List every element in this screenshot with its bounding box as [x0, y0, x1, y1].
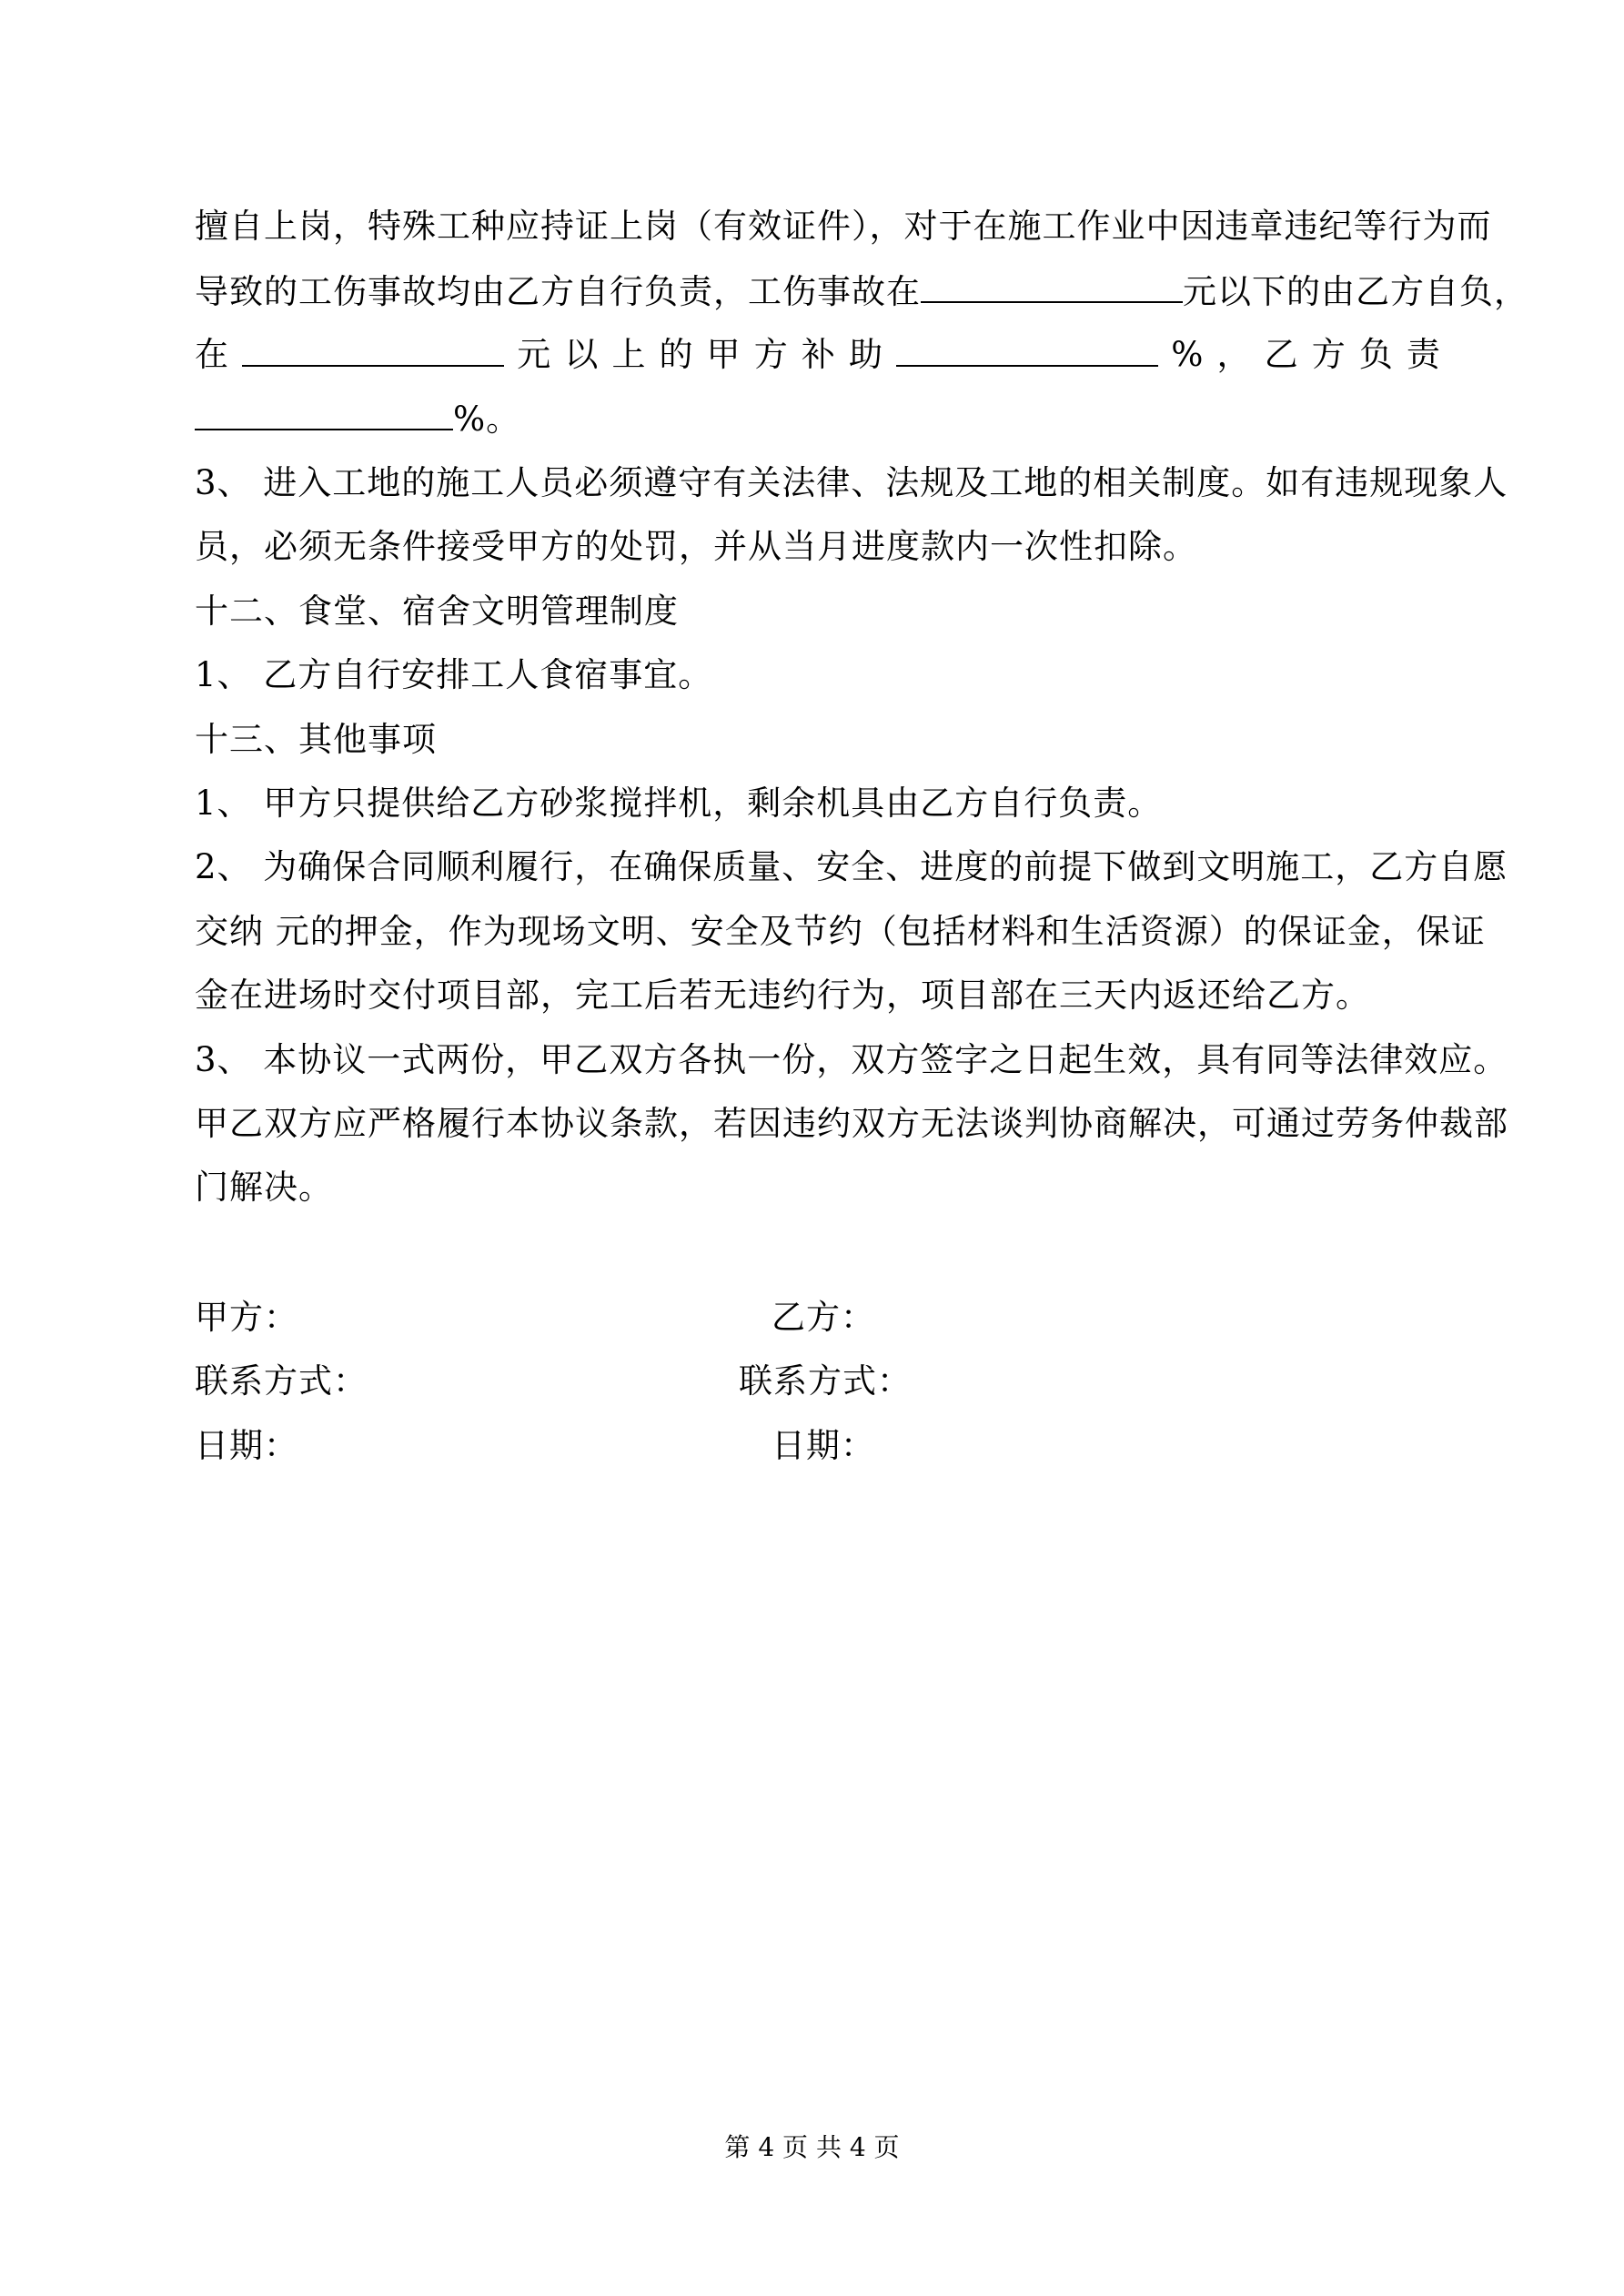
- text-segment: 助: [848, 335, 883, 374]
- page-footer: 第 4 页 共 4 页: [724, 2132, 900, 2162]
- paragraph-line: 甲乙双方应严格履行本协议条款，若因违约双方无法谈判协商解决，可通过劳务仲裁部: [195, 1104, 1508, 1143]
- party-b-date-label: 日期：: [772, 1426, 875, 1465]
- list-item: 1、 甲方只提供给乙方砂浆搅拌机，剩余机具由乙方自行负责。: [195, 784, 1163, 823]
- fill-in-blank: [242, 334, 504, 367]
- section-heading: 十三、其他事项: [195, 720, 437, 759]
- text-segment: 乙: [1264, 335, 1299, 374]
- text-segment: 的: [659, 335, 694, 374]
- list-item: 1、 乙方自行安排工人食宿事宜。: [195, 655, 713, 694]
- text-segment: 补: [801, 335, 836, 374]
- fill-in-blank: [921, 270, 1183, 303]
- text-segment: 导致的工伤事故均由乙方自行负责，工伤事故在: [195, 272, 921, 311]
- party-a-label: 甲方：: [195, 1298, 298, 1337]
- text-segment: 方: [1311, 335, 1347, 374]
- text-segment: 以: [564, 335, 600, 374]
- text-segment: 上: [611, 335, 647, 374]
- party-a-contact-label: 联系方式：: [195, 1361, 368, 1401]
- paragraph-line: 3、 进入工地的施工人员必须遵守有关法律、法规及工地的相关制度。如有违规现象人: [195, 463, 1508, 502]
- paragraph-line-justified: [195, 334, 1441, 376]
- text-segment: 元: [517, 335, 552, 374]
- text-segment: %: [1171, 335, 1205, 374]
- section-heading: 十二、食堂、宿舍文明管理制度: [195, 592, 679, 631]
- party-b-contact-label: 联系方式：: [739, 1361, 912, 1401]
- paragraph-line: [195, 270, 1528, 313]
- paragraph-line: [195, 398, 1441, 440]
- paragraph-line: 2、 为确保合同顺利履行，在确保质量、安全、进度的前提下做到文明施工，乙方自愿: [195, 847, 1508, 886]
- fill-in-blank: [896, 334, 1158, 367]
- text-segment: 负: [1358, 335, 1394, 374]
- text-segment: %。: [453, 400, 521, 439]
- fill-in-blank: [195, 398, 453, 430]
- paragraph-line: 金在进场时交付项目部，完工后若无违约行为，项目部在三天内返还给乙方。: [195, 976, 1370, 1015]
- text-segment: 责: [1406, 335, 1441, 374]
- party-a-date-label: 日期：: [195, 1426, 298, 1465]
- text-segment: 甲: [706, 335, 741, 374]
- paragraph-line: 门解决。: [195, 1168, 333, 1207]
- text-segment: 元以下的由乙方自负，: [1183, 272, 1528, 311]
- paragraph-line: 3、 本协议一式两份，甲乙双方各执一份，双方签字之日起生效，具有同等法律效应。: [195, 1040, 1508, 1079]
- text-segment: 方: [753, 335, 789, 374]
- text-segment: ，: [1216, 335, 1252, 374]
- paragraph-line: 交纳 元的押金，作为现场文明、安全及节约（包括材料和生活资源）的保证金，保证: [195, 912, 1486, 951]
- paragraph-line: 擅自上岗，特殊工种应持证上岗（有效证件），对于在施工作业中因违章违纪等行为而: [195, 207, 1492, 246]
- paragraph-line: 员，必须无条件接受甲方的处罚，并从当月进度款内一次性扣除。: [195, 527, 1197, 566]
- party-b-label: 乙方：: [772, 1298, 875, 1337]
- text-segment: 在: [195, 335, 229, 374]
